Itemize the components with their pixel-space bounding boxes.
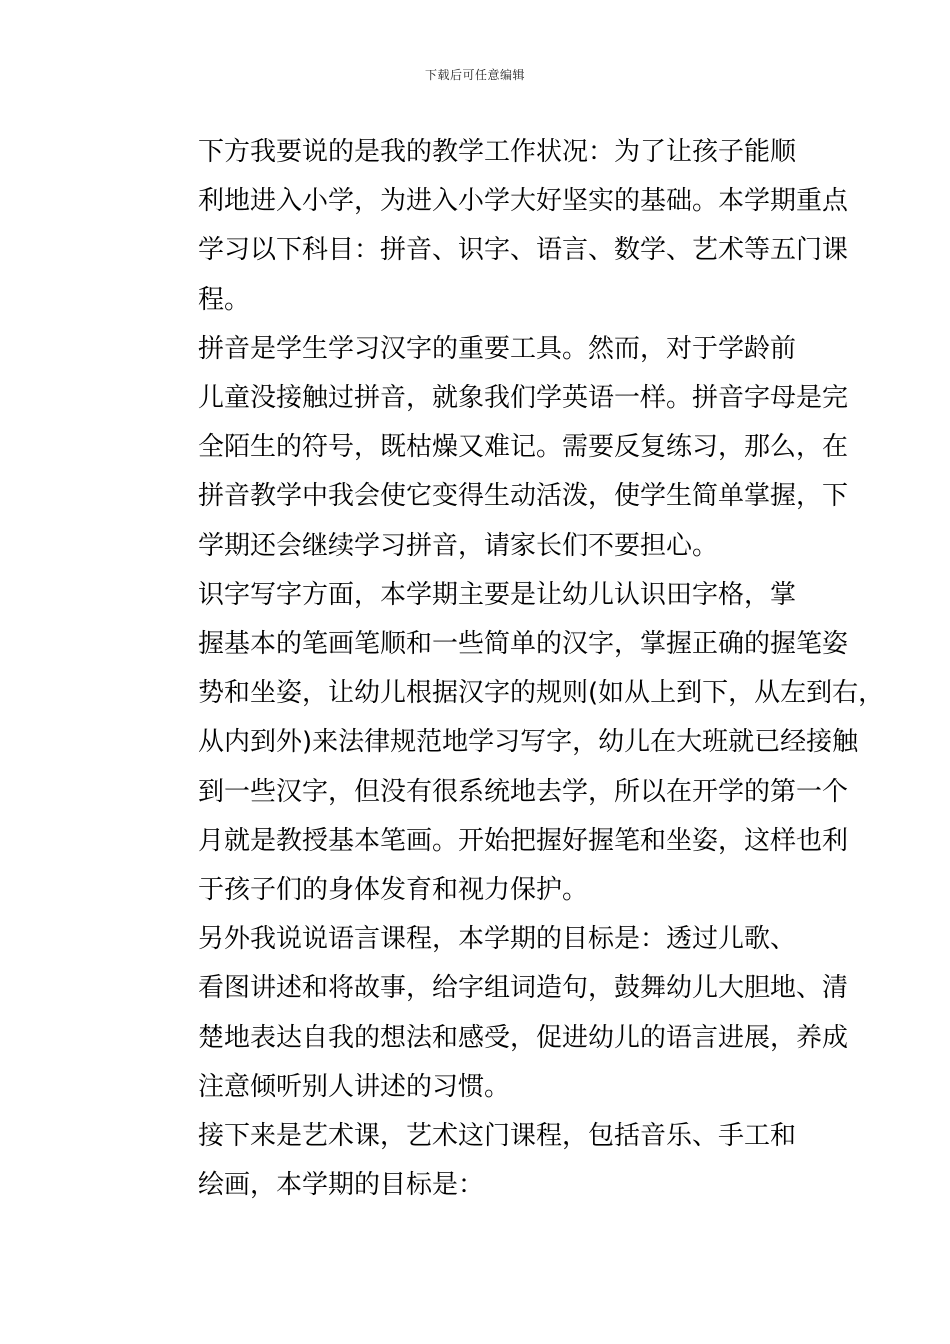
paragraph-3 <box>146 571 885 915</box>
paragraph-5 <box>146 1112 836 1210</box>
text-line: 下方我要说的是我的教学工作状况：为了让孩子能顺 <box>198 137 797 167</box>
text-line: 另外我说说语言课程，本学期的目标是：透过儿歌、 <box>198 924 797 955</box>
page-header: 下载后可任意编辑 <box>424 68 525 82</box>
text-line: 到一些汉字，但没有很系统地去学，所以在开学的第一个 <box>198 776 849 807</box>
text-line: 程。 <box>198 284 251 315</box>
text-line: 注意倾听别人讲述的习惯。 <box>198 1071 511 1102</box>
paragraph-1 <box>146 128 849 325</box>
text-line: 握基本的笔画笔顺和一些简单的汉字，掌握正确的握笔姿 <box>198 629 849 660</box>
text-line: 学期还会继续学习拼音，请家长们不要担心。 <box>198 530 719 561</box>
text-line: 势和坐姿，让幼儿根据汉字的规则(如从上到下，从左到右， <box>198 678 885 709</box>
text-line: 从内到外)来法律规范地学习写字，幼儿在大班就已经接触 <box>198 727 859 758</box>
paragraph-2 <box>146 325 849 571</box>
text-line: 识字写字方面，本学期主要是让幼儿认识田字格，掌 <box>198 579 797 610</box>
text-line: 看图讲述和将故事，给字组词造句，鼓舞幼儿大胆地、清 <box>198 973 849 1004</box>
text-line: 绘画，本学期的目标是： <box>198 1170 485 1201</box>
text-line: 利地进入小学，为进入小学大好坚实的基础。本学期重点 <box>198 186 849 217</box>
text-line: 月就是教授基本笔画。开始把握好握笔和坐姿，这样也利 <box>198 825 849 856</box>
text-line: 拼音教学中我会使它变得生动活泼，使学生简单掌握，下 <box>198 481 849 512</box>
text-line: 接下来是艺术课，艺术这门课程，包括音乐、手工和 <box>198 1121 797 1152</box>
document-body <box>146 128 885 1210</box>
text-line: 于孩子们的身体发育和视力保护。 <box>198 875 589 906</box>
paragraph-4 <box>146 915 849 1112</box>
text-line: 拼音是学生学习汉字的重要工具。然而，对于学龄前 <box>198 333 797 364</box>
text-line: 学习以下科目：拼音、识字、语言、数学、艺术等五门课 <box>198 235 849 266</box>
text-line: 儿童没接触过拼音，就象我们学英语一样。拼音字母是完 <box>198 383 849 414</box>
text-line: 楚地表达自我的想法和感受，促进幼儿的语言进展，养成 <box>198 1022 849 1053</box>
text-line: 全陌生的符号，既枯燥又难记。需要反复练习，那么，在 <box>198 432 849 463</box>
